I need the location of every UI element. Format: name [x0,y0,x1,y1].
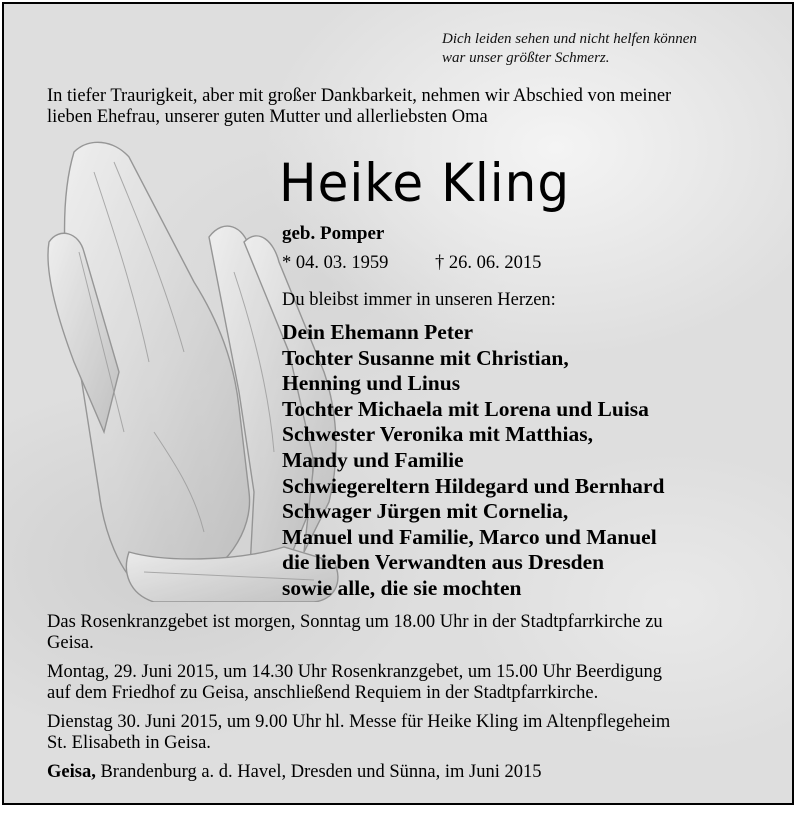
mourner-line: Mandy und Familie [282,447,464,472]
notice-line: Geisa. [47,633,94,653]
mourner-line: Schwager Jürgen mit Cornelia, [282,499,569,524]
intro-line: In tiefer Traurigkeit, aber mit großer Dankbarkeit, nehmen wir Abschied von meiner [47,86,672,106]
notice-line: Das Rosenkranzgebet ist morgen, Sonntag um 18.00 Uhr in der Stadtpfarrkirche zu [47,612,663,632]
death-date: † 26. 06. 2015 [435,253,542,273]
mourner-line: Tochter Michaela mit Lorena und Luisa [282,396,649,421]
motto [442,30,772,68]
mourner-line: Tochter Susanne mit Christian, [282,345,569,370]
service-notices [47,612,759,783]
mourner-line: sowie alle, die sie mochten [282,575,522,600]
notice-rosary [47,612,759,654]
notice-line: Montag, 29. Juni 2015, um 14.30 Uhr Rosenkranzgebet, um 15.00 Uhr Beerdigung [47,662,663,682]
birth-date: * 04. 03. 1959 [282,253,389,273]
mourner-line: Dein Ehemann Peter [282,320,474,344]
motto-line: Dich leiden sehen und nicht helfen können [442,31,697,47]
notice-mass [47,712,759,754]
deceased-name: Heike Kling [279,152,571,214]
intro-line: lieben Ehefrau, unserer guten Mutter und allerliebsten Oma [47,107,488,127]
maiden-name: geb. Pomper [282,223,385,244]
mourner-line: Manuel und Familie, Marco und Manuel [282,524,657,549]
closing-line [47,762,759,783]
obituary-card [2,2,794,805]
mourner-line: Schwester Veronika mit Matthias, [282,422,593,447]
intro-text [47,86,763,128]
notice-line: St. Elisabeth in Geisa. [47,733,211,753]
mourner-line: die lieben Verwandten aus Dresden [282,550,605,575]
mourners-list [282,320,752,602]
notice-line: Dienstag 30. Juni 2015, um 9.00 Uhr hl. Messe für Heike Kling im Altenpflegeheim [47,712,671,732]
mourner-line: Schwiegereltern Hildegard und Bernhard [282,473,665,498]
motto-line: war unser größter Schmerz. [442,50,610,66]
closing-place: Geisa, [47,762,96,782]
closing-rest: Brandenburg a. d. Havel, Dresden und Sünna, im Juni 2015 [95,762,542,782]
mourners-lead: Du bleibst immer in unseren Herzen: [282,290,556,310]
notice-funeral [47,662,759,704]
mourner-line: Henning und Linus [282,371,461,396]
life-dates [282,253,541,274]
notice-line: auf dem Friedhof zu Geisa, anschließend Requiem in der Stadtpfarrkirche. [47,683,599,703]
